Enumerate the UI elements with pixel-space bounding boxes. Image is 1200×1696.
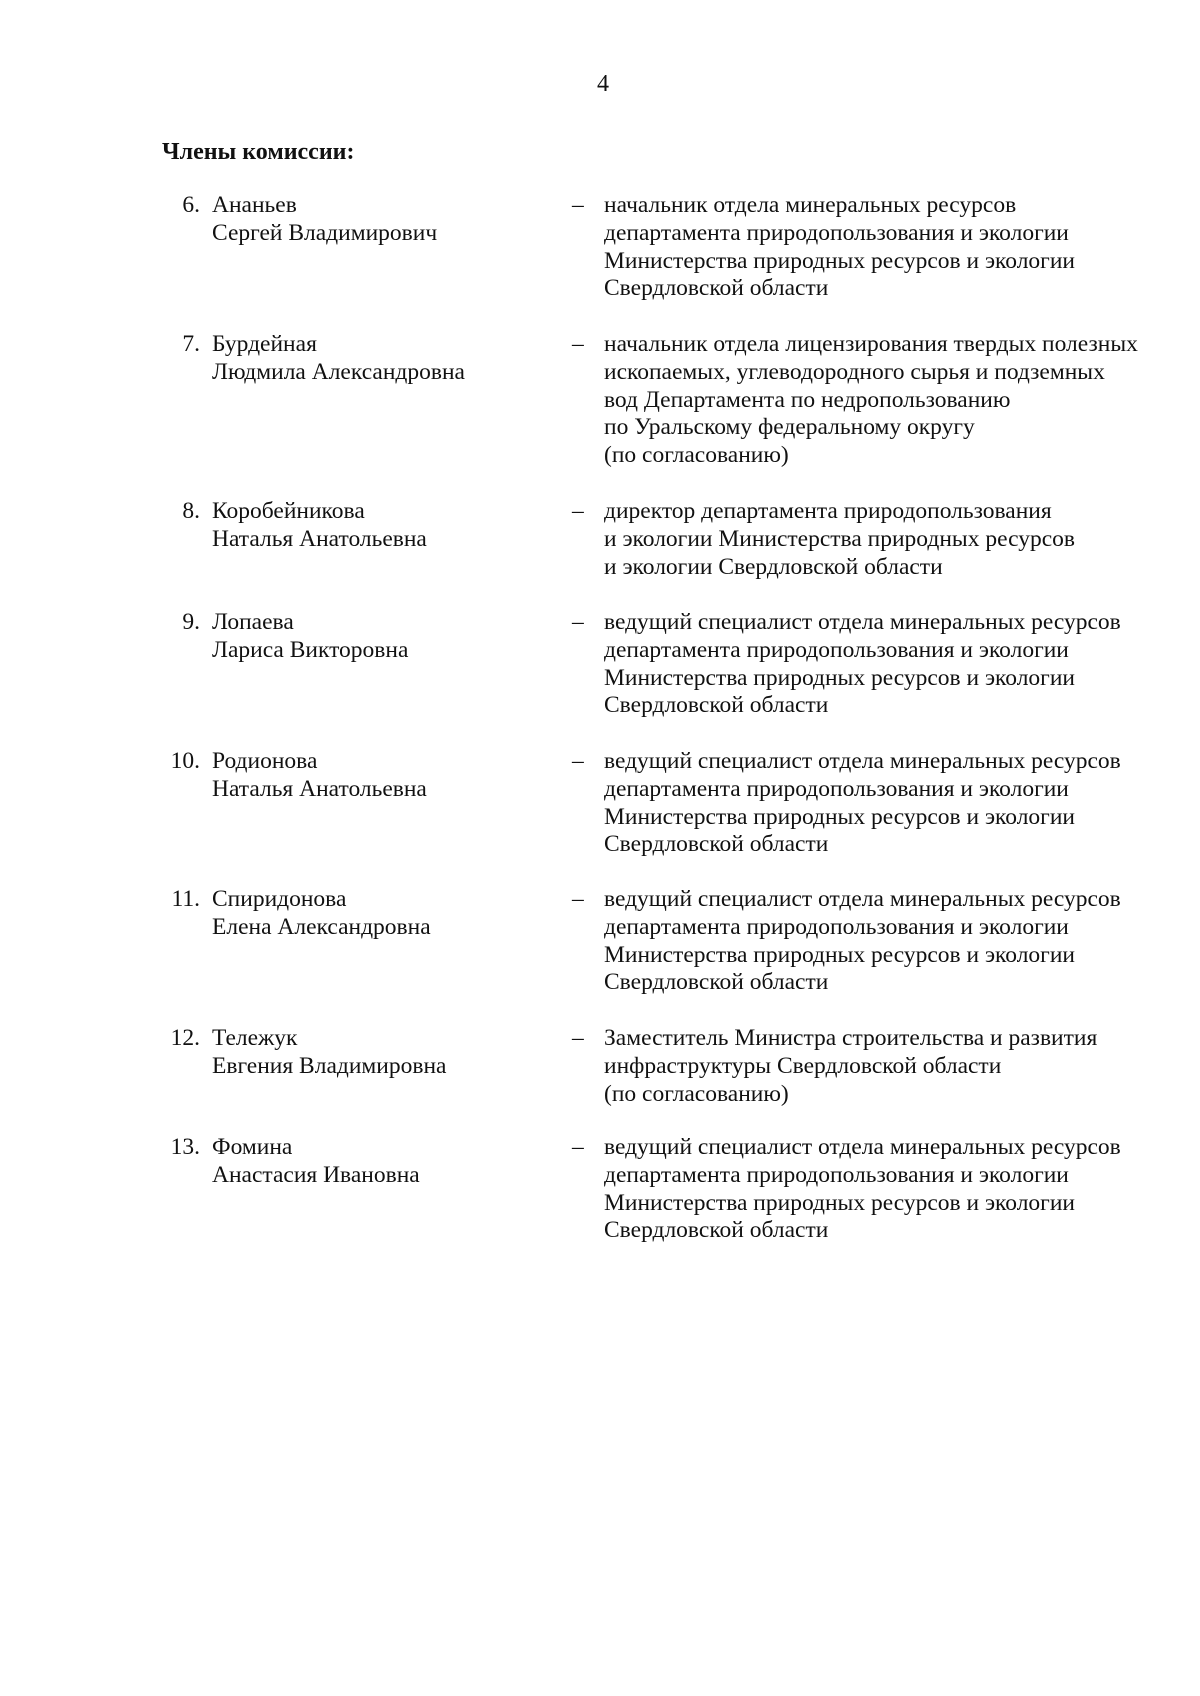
role-line: департамента природопользования и экологии	[604, 219, 1069, 246]
member-given-names: Евгения Владимировна	[212, 1052, 447, 1079]
role-line: (по согласованию)	[604, 1080, 789, 1107]
role-line: Министерства природных ресурсов и экологии	[604, 941, 1075, 968]
member-surname: Лопаева	[212, 609, 294, 635]
member-given-names: Наталья Анатольевна	[212, 775, 427, 802]
role-line: Министерства природных ресурсов и экологии	[604, 664, 1075, 691]
role-line: и экологии Министерства природных ресурсов	[604, 525, 1075, 552]
member-given-names: Людмила Александровна	[212, 358, 465, 385]
member-surname: Коробейникова	[212, 498, 365, 524]
member-surname: Тележук	[212, 1025, 298, 1051]
role-line: Свердловской области	[604, 1217, 829, 1244]
member-number: 8.	[182, 498, 200, 524]
member-name	[212, 1134, 552, 1190]
dash-separator: –	[572, 886, 584, 912]
role-line: Свердловской области	[604, 692, 829, 719]
member-given-names: Сергей Владимирович	[212, 219, 438, 246]
member-number: 11.	[171, 886, 200, 912]
member-number: 9.	[182, 609, 200, 635]
member-surname: Фомина	[212, 1134, 293, 1160]
member-name	[212, 1025, 552, 1081]
page-number: 4	[597, 71, 609, 97]
member-name	[212, 192, 552, 248]
dash-separator: –	[572, 1025, 584, 1051]
role-line: начальник отдела минеральных ресурсов	[604, 192, 1017, 218]
member-role	[604, 498, 1164, 581]
member-name	[212, 331, 552, 387]
role-line: Министерства природных ресурсов и экологии	[604, 247, 1075, 274]
member-surname: Спиридонова	[212, 886, 347, 912]
dash-separator: –	[572, 192, 584, 218]
member-role	[604, 331, 1164, 470]
member-role	[604, 609, 1164, 720]
role-line: Свердловской области	[604, 831, 829, 858]
member-role	[604, 1134, 1164, 1245]
member-given-names: Наталья Анатольевна	[212, 525, 427, 552]
section-heading: Члены комиссии:	[162, 139, 355, 165]
role-line: по Уральскому федеральному округу	[604, 414, 975, 441]
member-number: 6.	[182, 192, 200, 218]
role-line: ведущий специалист отдела минеральных ресурсов	[604, 886, 1121, 912]
member-role	[604, 192, 1164, 303]
dash-separator: –	[572, 498, 584, 524]
member-given-names: Елена Александровна	[212, 913, 431, 940]
member-name	[212, 498, 552, 554]
role-line: Свердловской области	[604, 969, 829, 996]
role-line: инфраструктуры Свердловской области	[604, 1052, 1002, 1079]
role-line: (по согласованию)	[604, 442, 789, 469]
member-name	[212, 609, 552, 665]
role-line: ведущий специалист отдела минеральных ресурсов	[604, 748, 1121, 774]
member-surname: Родионова	[212, 748, 318, 774]
role-line: ископаемых, углеводородного сырья и подземных	[604, 358, 1105, 385]
dash-separator: –	[572, 331, 584, 357]
role-line: ведущий специалист отдела минеральных ресурсов	[604, 1134, 1121, 1160]
member-given-names: Анастасия Ивановна	[212, 1161, 420, 1188]
member-role	[604, 748, 1164, 859]
role-line: департамента природопользования и экологии	[604, 636, 1069, 663]
role-line: Министерства природных ресурсов и экологии	[604, 1189, 1075, 1216]
role-line: вод Департамента по недропользованию	[604, 386, 1011, 413]
member-number: 7.	[182, 331, 200, 357]
member-number: 13.	[170, 1134, 200, 1160]
role-line: департамента природопользования и экологии	[604, 775, 1069, 802]
dash-separator: –	[572, 609, 584, 635]
role-line: и экологии Свердловской области	[604, 553, 943, 580]
member-given-names: Лариса Викторовна	[212, 636, 409, 663]
role-line: ведущий специалист отдела минеральных ресурсов	[604, 609, 1121, 635]
member-surname: Ананьев	[212, 192, 297, 218]
role-line: директор департамента природопользования	[604, 498, 1052, 524]
member-name	[212, 748, 552, 804]
role-line: департамента природопользования и экологии	[604, 913, 1069, 940]
member-name	[212, 886, 552, 942]
dash-separator: –	[572, 748, 584, 774]
role-line: начальник отдела лицензирования твердых полезных	[604, 331, 1138, 357]
role-line: Министерства природных ресурсов и экологии	[604, 803, 1075, 830]
member-role	[604, 1025, 1164, 1108]
role-line: Заместитель Министра строительства и развития	[604, 1025, 1098, 1051]
member-role	[604, 886, 1164, 997]
member-surname: Бурдейная	[212, 331, 317, 357]
dash-separator: –	[572, 1134, 584, 1160]
role-line: департамента природопользования и экологии	[604, 1161, 1069, 1188]
member-number: 12.	[170, 1025, 200, 1051]
member-number: 10.	[170, 748, 200, 774]
role-line: Свердловской области	[604, 275, 829, 302]
